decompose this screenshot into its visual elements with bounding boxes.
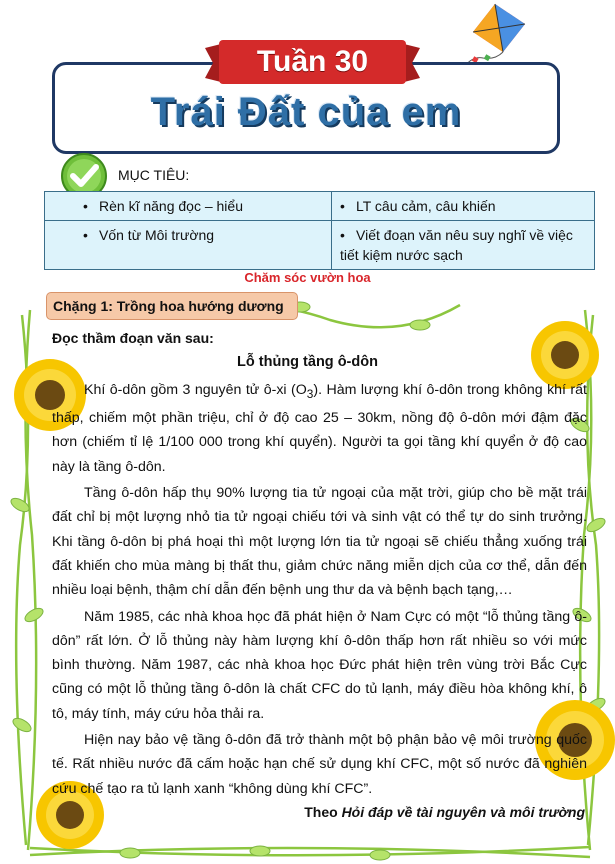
section-subtitle: Chăm sóc vườn hoa: [244, 270, 371, 285]
reading-instruction: Đọc thầm đoạn văn sau:: [52, 330, 214, 346]
objectives-label: MỤC TIÊU:: [118, 167, 190, 183]
table-cell: • Rèn kĩ năng đọc – hiểu: [45, 192, 332, 221]
stage-banner: Chặng 1: Trồng hoa hướng dương: [46, 292, 298, 320]
article-title: Lỗ thủng tầng ô-dôn: [237, 354, 378, 370]
article-body: [52, 378, 587, 803]
table-cell: • Vốn từ Môi trường: [45, 221, 332, 270]
paragraph: Tầng ô-dôn hấp thụ 90% lượng tia tử ngoại của mặt trời, giúp cho bề mặt trái đất chỉ bị một lượng nhỏ tia tử ngoại chiếu tới và sinh vật có thể tự do sinh trưởng. Khi tầng ô-dôn bị phá hoại thì một lượng lớn tia tử ngoại sẽ chiếu thẳng xuống trái đất khiến cho mùa màng bị thất thu, giảm chức năng miễn dịch của cơ thể, dẫn đến nhiều loại bệnh, thậm chí dẫn đến bệnh ung thư da và bệnh bạch tạng,…: [52, 485, 587, 599]
table-row: [45, 221, 595, 270]
source-citation: Theo Hỏi đáp về tài nguyên và môi trường: [304, 804, 585, 820]
table-cell: • Viết đoạn văn nêu suy nghĩ về việc tiết kiệm nước sạch: [332, 221, 595, 270]
paragraph: Hiện nay bảo vệ tầng ô-dôn đã trở thành một bộ phận bảo vệ môi trường quốc tế. Rất nhiều nước đã cấm hoặc hạn chế sử dụng khí CFC, một số nước đã nghiên cứu chế tạo ra tủ lạnh xanh “không dùng khí CFC”.: [52, 731, 587, 797]
week-label: Tuần 30: [256, 45, 369, 78]
paragraph: Khí ô-dôn gồm 3 nguyên tử ô-xi $(O_3)$. Hàm lượng khí ô-dôn trong không khí rất thấp, chiếm một phần triệu, chỉ ở độ cao 25 – 30km, nồng độ ô-dôn mới đậm đặc hơn (chiếm tỉ lệ 1/100 000 trong khí quyển). Người ta gọi tầng khí quyển ở độ cao này là tầng ô-dôn.: [52, 382, 587, 475]
page-title: Trái Đất của em: [150, 90, 462, 134]
paragraph: Năm 1985, các nhà khoa học đã phát hiện ở Nam Cực có một “lỗ thủng tầng ô-dôn” rất lớn. Ở lỗ thủng này hàm lượng khí ô-dôn thấp hơn rất nhiều so với mức bình thường. Năm 1987, các nhà khoa học Đức phát hiện trên vùng trời Bắc Cực cũng có một lỗ thủng tầng ô-dôn là chất CFC do tủ lạnh, máy điều hòa không khí, ô tô, máy tính, máy cứu hỏa thải ra.: [52, 608, 587, 722]
table-cell: • LT câu cảm, câu khiến: [332, 192, 595, 221]
objectives-table: [44, 191, 595, 270]
table-row: [45, 192, 595, 221]
